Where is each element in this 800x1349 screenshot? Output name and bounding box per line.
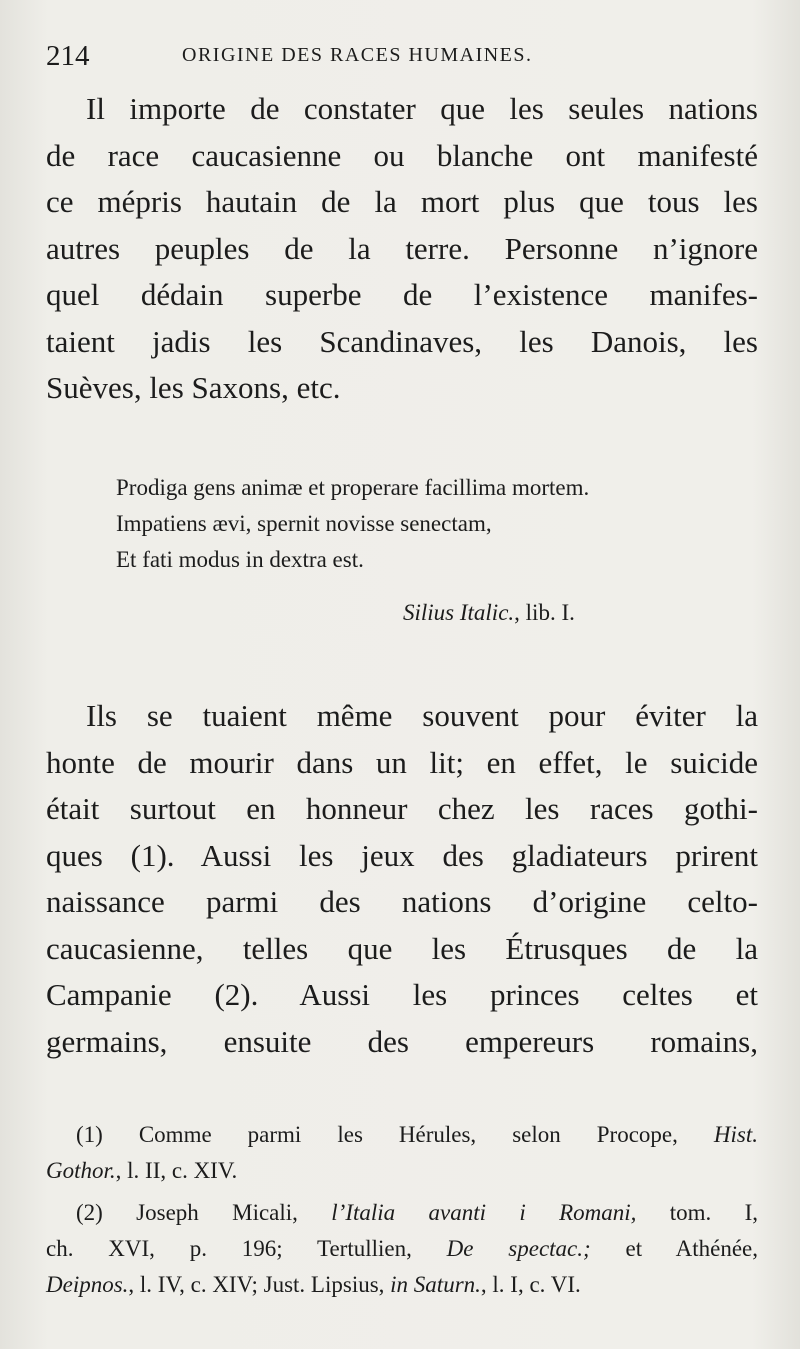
footnote-line xyxy=(46,1231,758,1267)
verse-quotation xyxy=(116,470,766,578)
text-line: naissance parmi des nations d’origine celto- xyxy=(46,884,758,919)
footnote-line xyxy=(46,1267,758,1303)
footnote-text: ch. XVI, p. 196; Tertullien, xyxy=(46,1236,412,1261)
footnote-text: et Athénée, xyxy=(625,1236,758,1261)
footnote-title: Gothor. xyxy=(46,1158,116,1183)
verse-line: Impatiens ævi, spernit novisse senectam, xyxy=(116,511,492,536)
running-title: ORIGINE DES RACES HUMAINES. xyxy=(182,44,533,66)
text-line: Ils se tuaient même souvent pour éviter la xyxy=(86,698,758,733)
footnote-text: , l. II, c. XIV. xyxy=(115,1158,238,1183)
text-line: quel dédain superbe de l’existence manifes- xyxy=(46,277,758,312)
footnote-text: , l. IV, c. XIV; Just. Lipsius, xyxy=(128,1272,385,1297)
footnote-title: l’Italia avanti i Romani, xyxy=(331,1200,637,1225)
verse-line: Prodiga gens animæ et properare facillima mortem. xyxy=(116,475,590,500)
verse-citation xyxy=(403,600,575,626)
text-line: était surtout en honneur chez les races gothi- xyxy=(46,791,758,826)
text-line: ce mépris hautain de la mort plus que tous les xyxy=(46,184,758,219)
text-line: Suèves, les Saxons, etc. xyxy=(46,370,341,405)
footnote-title: Hist. xyxy=(713,1122,758,1147)
paragraph-1 xyxy=(46,86,758,412)
text-line: germains, ensuite des empereurs romains, xyxy=(46,1023,758,1059)
footnote-text: tom. I, xyxy=(669,1200,759,1225)
page-number: 214 xyxy=(46,40,90,72)
footnotes xyxy=(46,1117,758,1309)
paragraph-2 xyxy=(46,693,758,1065)
footnote-2 xyxy=(46,1195,758,1303)
footnote-text: , l. I, c. VI. xyxy=(480,1272,581,1297)
footnote-title: Deipnos. xyxy=(46,1272,129,1297)
text-line: honte de mourir dans un lit; en effet, le suicide xyxy=(46,744,758,780)
page-header xyxy=(46,40,760,80)
citation-author: Silius Italic. xyxy=(403,600,515,625)
footnote-line xyxy=(46,1195,758,1231)
text-line: taient jadis les Scandinaves, les Danois, les xyxy=(46,323,758,359)
text-line: ques (1). Aussi les jeux des gladiateurs prirent xyxy=(46,837,758,873)
text-line: Campanie (2). Aussi les princes celtes et xyxy=(46,977,758,1012)
footnote-text: (1) Comme parmi les Hérules, selon Procope, xyxy=(76,1122,678,1147)
text-line: autres peuples de la terre. Personne n’ignore xyxy=(46,230,758,266)
text-line: caucasienne, telles que les Étrusques de la xyxy=(46,930,758,966)
text-line: Il importe de constater que les seules nations xyxy=(86,91,758,126)
footnote-1 xyxy=(46,1117,758,1189)
footnote-text: (2) Joseph Micali, xyxy=(76,1200,298,1225)
footnote-title: in Saturn. xyxy=(390,1272,481,1297)
footnote-title: De spectac.; xyxy=(446,1236,591,1261)
verse-line: Et fati modus in dextra est. xyxy=(116,547,364,572)
citation-reference: , lib. I. xyxy=(514,600,575,625)
text-line: de race caucasienne ou blanche ont manifesté xyxy=(46,137,758,173)
footnote-line xyxy=(46,1153,758,1189)
footnote-line xyxy=(46,1117,758,1153)
